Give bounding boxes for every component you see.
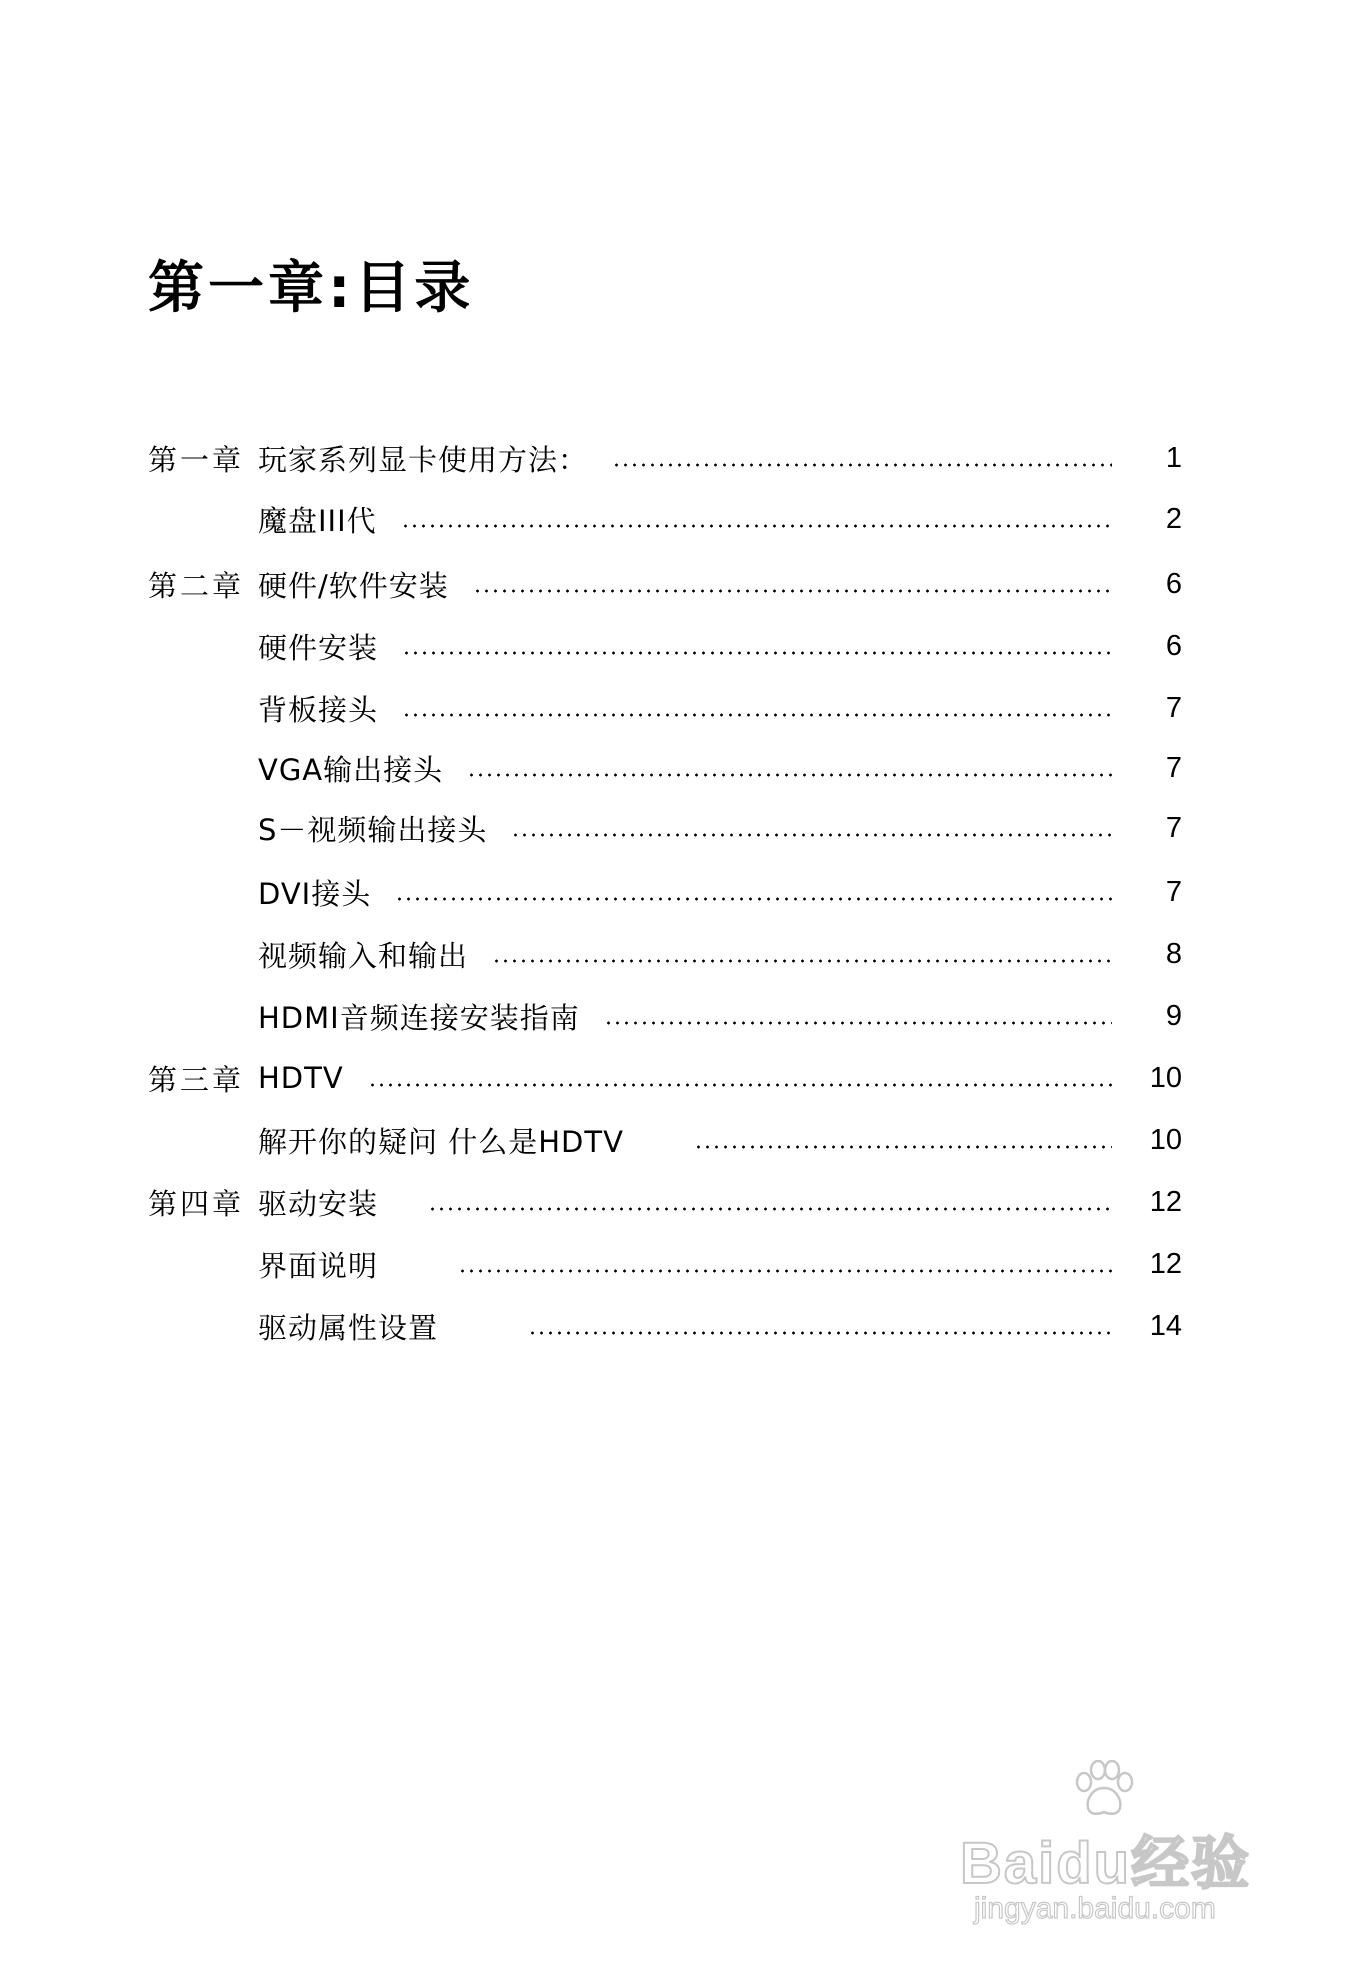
toc-entry	[148, 562, 1182, 606]
toc-entry	[148, 746, 1182, 790]
toc-chapter: 第二章	[148, 568, 245, 603]
toc-leader	[612, 463, 1112, 467]
toc-leader	[395, 897, 1112, 901]
toc-title: 解开你的疑问 什么是HDTV	[258, 1124, 624, 1159]
toc-title: 硬件/软件安装	[258, 568, 449, 603]
toc-entry	[148, 436, 1182, 480]
toc-leader	[368, 1083, 1112, 1087]
toc-page-number: 7	[1165, 691, 1182, 724]
toc-page-number: 9	[1165, 999, 1182, 1032]
toc-chapter: 第一章	[148, 442, 245, 477]
toc-entry	[148, 994, 1182, 1038]
toc-leader	[694, 1145, 1112, 1149]
toc-title: 驱动安装	[258, 1186, 379, 1221]
toc-title: 背板接头	[258, 692, 379, 727]
toc-entry	[148, 1180, 1182, 1224]
toc-title: 视频输入和输出	[258, 938, 469, 973]
watermark-url: jingyan.baidu.com	[974, 1892, 1216, 1925]
toc-page-number: 14	[1149, 1309, 1182, 1342]
toc-title: 玩家系列显卡使用方法：	[258, 442, 589, 477]
toc-entry	[148, 806, 1182, 850]
toc-entry	[148, 686, 1182, 730]
toc-leader	[402, 713, 1112, 717]
toc-page-number: 6	[1165, 567, 1182, 600]
toc-entry	[148, 932, 1182, 976]
toc-entry	[148, 1056, 1182, 1100]
toc-page-number: 7	[1165, 751, 1182, 784]
watermark-logo: Baidu经验	[960, 1831, 1252, 1896]
toc-title: S－视频输出接头	[258, 812, 488, 847]
toc-leader	[604, 1021, 1112, 1025]
toc-entry	[148, 1242, 1182, 1286]
toc-leader	[428, 1207, 1112, 1211]
toc-page-number: 10	[1149, 1123, 1182, 1156]
page-title: 第一章:目录	[148, 256, 475, 321]
toc-title: 驱动属性设置	[258, 1310, 439, 1345]
toc-leader	[528, 1331, 1112, 1335]
toc-leader	[401, 524, 1112, 528]
toc-entry	[148, 870, 1182, 914]
toc-title: 界面说明	[258, 1248, 379, 1283]
toc-title: HDTV	[258, 1061, 344, 1095]
toc-title: VGA输出接头	[258, 752, 444, 787]
toc-entry	[148, 624, 1182, 668]
paw-icon	[1072, 1760, 1136, 1818]
toc-page-number: 2	[1165, 502, 1182, 535]
toc-page-number: 1	[1165, 441, 1182, 474]
toc-page-number: 10	[1149, 1061, 1182, 1094]
toc-page-number: 6	[1165, 629, 1182, 662]
toc-page-number: 7	[1165, 811, 1182, 844]
toc-title: HDMI音频连接安装指南	[258, 1000, 580, 1035]
toc-leader	[511, 833, 1112, 837]
toc-page-number: 12	[1149, 1185, 1182, 1218]
toc-entry	[148, 1304, 1182, 1348]
baidu-jingyan-watermark	[960, 1760, 1290, 1940]
toc-chapter: 第四章	[148, 1186, 245, 1221]
toc-title: 硬件安装	[258, 630, 379, 665]
toc-entry	[148, 497, 1182, 541]
toc-chapter: 第三章	[148, 1062, 245, 1097]
toc-leader	[402, 651, 1112, 655]
toc-page-number: 8	[1165, 937, 1182, 970]
toc-leader	[467, 773, 1112, 777]
toc-page-number: 12	[1149, 1247, 1182, 1280]
toc-leader	[492, 959, 1112, 963]
toc-leader	[473, 589, 1112, 593]
toc-title: 魔盘III代	[258, 503, 377, 538]
toc-entry	[148, 1118, 1182, 1162]
toc-title: DVI接头	[258, 876, 372, 911]
toc-leader	[458, 1269, 1112, 1273]
toc-page-number: 7	[1165, 875, 1182, 908]
